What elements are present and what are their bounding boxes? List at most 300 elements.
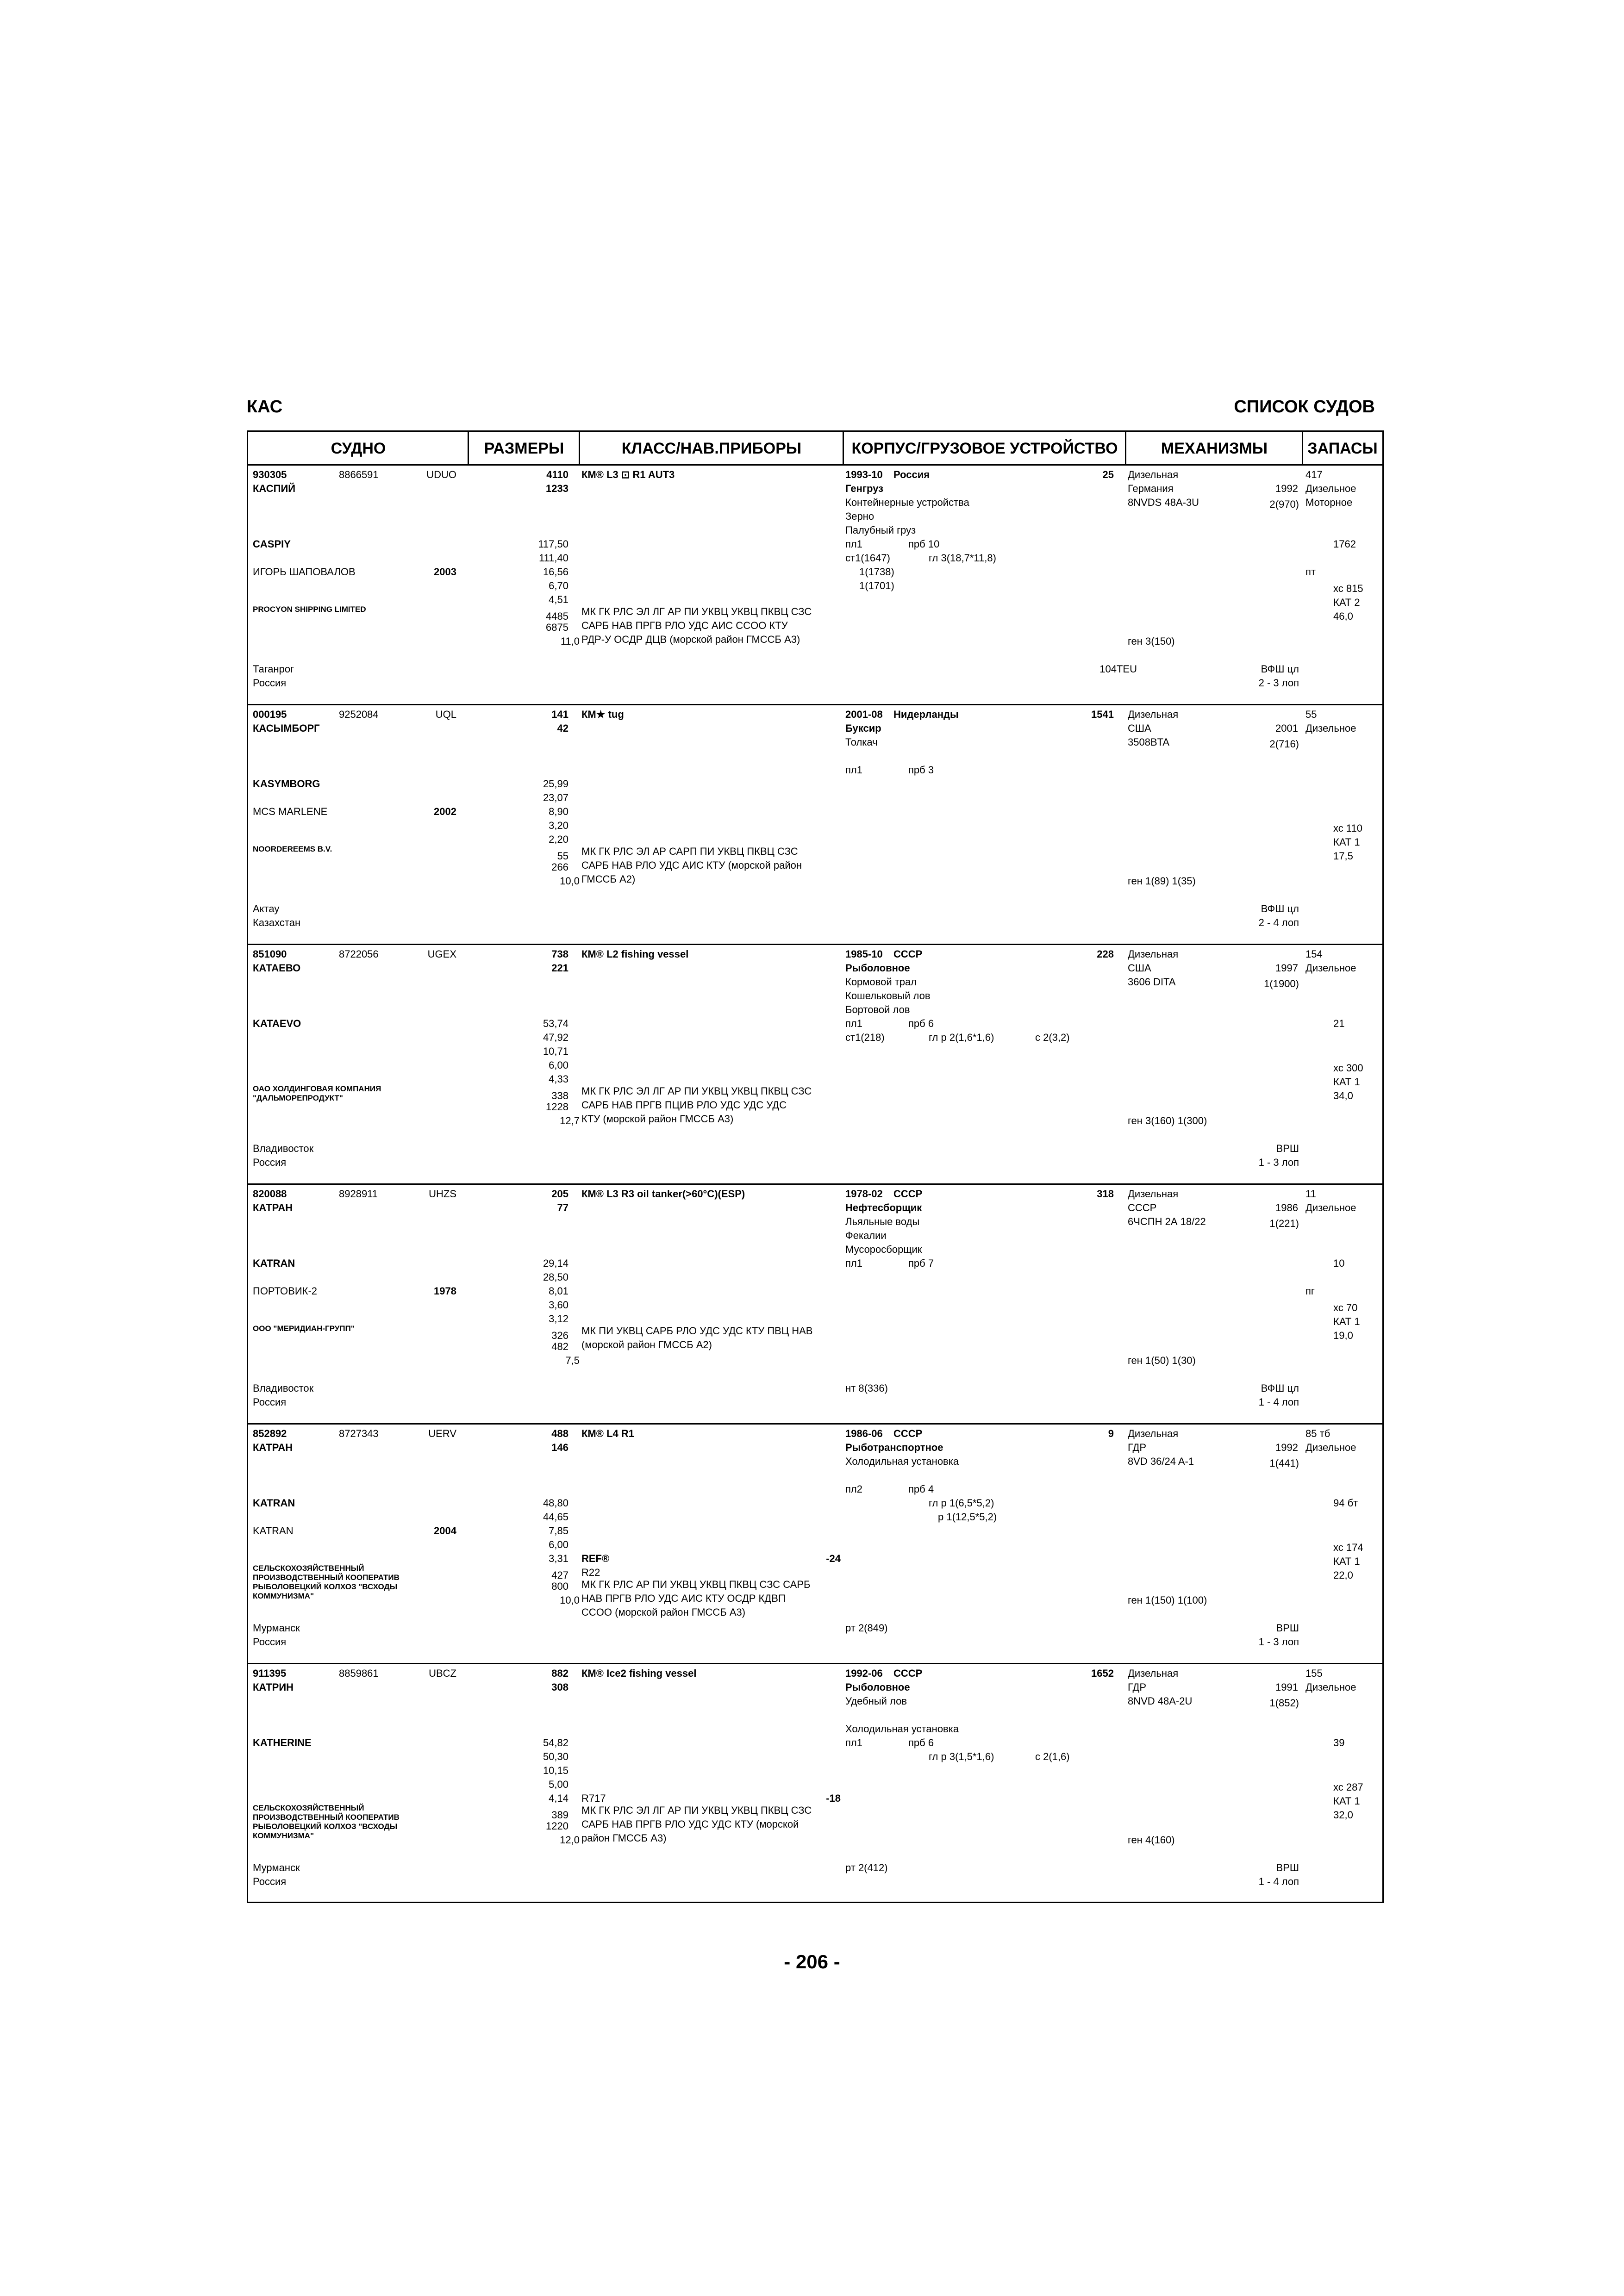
dimension-value: 23,07 — [543, 792, 568, 803]
dimension-value: 47,92 — [543, 1032, 568, 1043]
page-number: - 206 - — [784, 1951, 840, 1972]
nav-equipment: район ГМССБ А3) — [581, 1832, 667, 1844]
hull-feature: Холодильная установка — [845, 1723, 959, 1735]
supply-value: КАТ 1 — [1333, 1795, 1360, 1807]
owner: СЕЛЬСКОХОЗЯЙСТВЕННЫЙ ПРОИЗВОДСТВЕННЫЙ КООПЕРАТИВ РЫБОЛОВЕЦКИЙ КОЛХОЗ "ВСХОДЫ КОММУНИЗМА" — [253, 1564, 400, 1600]
propeller-type: ВФШ цл — [1261, 663, 1299, 675]
nav-equipment: (морской район ГМССБ А2) — [581, 1339, 712, 1350]
build-year: 1986-06 — [845, 1428, 883, 1439]
engine-info: 8NVD 48A-2U — [1128, 1695, 1193, 1707]
home-port: Актау — [253, 903, 280, 915]
engine-year: 1986 — [1275, 1202, 1298, 1213]
column-divider — [1302, 432, 1303, 465]
imo-number: 8866591 — [339, 469, 379, 480]
nav-equipment: САРБ НАВ ПРГВ РЛО УДС АИС СCОО КТУ — [581, 620, 788, 631]
cargo-device: прб 6 — [908, 1018, 934, 1029]
build-year: 1993-10 — [845, 469, 883, 480]
dimension-value: 50,30 — [543, 1751, 568, 1762]
engine-info: Дизельная — [1128, 1188, 1179, 1200]
dimension-value: 6,70 — [549, 580, 568, 591]
capacity-value: 7,5 — [565, 1355, 580, 1366]
supply-value: 417 — [1305, 469, 1323, 480]
supply-value: хс 110 — [1333, 822, 1362, 834]
capacity-value: 10,0 — [560, 875, 580, 887]
propeller-blades: 2 - 3 лоп — [1258, 677, 1299, 689]
class-notation: КМ® L4 R1 — [581, 1428, 634, 1439]
former-name: KATRAN — [253, 1525, 294, 1537]
ship-record — [248, 465, 1382, 705]
nav-equipment: МК ГК РЛС ЭЛ ЛГ АР ПИ УКВЦ УКВЦ ПКВЦ СЗС — [581, 1085, 812, 1097]
home-port: Мурманск — [253, 1622, 300, 1634]
col-sudno-header: СУДНО — [331, 439, 386, 457]
imo-number: 8859861 — [339, 1668, 379, 1679]
capacity-value: 10,0 — [560, 1594, 580, 1606]
ship-name-latin: KASYMBORG — [253, 778, 320, 790]
owner: ОАО ХОЛДИНГОВАЯ КОМПАНИЯ "ДАЛЬМОРЕПРОДУКТ" — [253, 1084, 381, 1102]
cargo-device: прб 3 — [908, 764, 934, 776]
hull-feature: Толкач — [845, 736, 878, 748]
hull-feature: Фекалии — [845, 1230, 887, 1241]
supply-value: КАТ 1 — [1333, 1316, 1360, 1327]
hold-capacity: рт 2(412) — [845, 1862, 888, 1873]
engine-info: Дизельная — [1128, 469, 1179, 480]
dimension-value: 10,71 — [543, 1045, 568, 1057]
build-year: 1985-10 — [845, 948, 883, 960]
ship-type: Нефтесборщик — [845, 1202, 922, 1213]
class-notation: КМ® Ice2 fishing vessel — [581, 1668, 697, 1679]
engine-info: Дизельная — [1128, 1428, 1179, 1439]
home-port: Таганрог — [253, 663, 294, 675]
engine-year: 1997 — [1275, 962, 1298, 974]
build-year: 1992-06 — [845, 1668, 883, 1679]
class-notation: КМ® L3 ⊡ R1 AUT3 — [581, 469, 675, 480]
supply-value: КАТ 1 — [1333, 1076, 1360, 1088]
owner: NOORDEREEMS B.V. — [253, 845, 332, 853]
ship-name: КАТРИН — [253, 1681, 294, 1693]
engine-info: 3606 DITA — [1128, 976, 1176, 988]
build-year: 2001-08 — [845, 709, 883, 720]
engine-info: ГДР — [1128, 1442, 1147, 1453]
supply-value: Моторное — [1305, 497, 1353, 508]
engine-info: Дизельная — [1128, 948, 1179, 960]
dimension-value: 8,01 — [549, 1285, 568, 1297]
dimension-value: 3,12 — [549, 1313, 568, 1325]
generators: ген 1(50) 1(30) — [1128, 1355, 1196, 1366]
supply-value: 17,5 — [1333, 850, 1353, 862]
header-left: КАС — [247, 397, 283, 417]
ship-name: КАТРАН — [253, 1442, 293, 1453]
supply-value: Дизельное — [1305, 962, 1356, 974]
tonnage-value: 488 — [551, 1428, 568, 1439]
supply-value: 1762 — [1333, 538, 1356, 550]
propeller-blades: 1 - 4 лоп — [1258, 1876, 1299, 1887]
imo-number: 8722056 — [339, 948, 379, 960]
cargo-device: р 1(12,5*5,2) — [938, 1511, 997, 1523]
dimension-value: 29,14 — [543, 1257, 568, 1269]
tonnage-value: 882 — [551, 1668, 568, 1679]
cargo-device: пл1 — [845, 1737, 862, 1748]
header-right: СПИСОК СУДОВ — [1234, 397, 1375, 417]
capacity-value: 800 — [551, 1580, 568, 1592]
capacity-value: 12,0 — [560, 1834, 580, 1846]
home-port: Мурманск — [253, 1862, 300, 1873]
column-divider — [579, 432, 580, 465]
cargo-device: гл р 1(6,5*5,2) — [929, 1497, 994, 1509]
hull-feature: Удебный лов — [845, 1695, 907, 1707]
hull-feature: Контейнерные устройства — [845, 497, 969, 508]
supply-value: 155 — [1305, 1668, 1323, 1679]
call-sign: UHZS — [429, 1188, 456, 1200]
imo-number: 9252084 — [339, 709, 379, 720]
ship-table — [247, 430, 1384, 1903]
supply-value: КАТ 1 — [1333, 836, 1360, 848]
capacity-value: 338 — [551, 1090, 568, 1101]
cargo-device: пл1 — [845, 764, 862, 776]
hull-number: 9 — [1108, 1428, 1114, 1439]
build-country: СССР — [893, 1428, 923, 1439]
hull-number: 1652 — [1091, 1668, 1114, 1679]
tonnage-value: 141 — [551, 709, 568, 720]
dimension-value: 8,90 — [549, 806, 568, 817]
engine-info: ГДР — [1128, 1681, 1147, 1693]
dimension-value: 117,50 — [538, 538, 568, 550]
supply-value: хс 174 — [1333, 1542, 1363, 1553]
nav-equipment: МК ПИ УКВЦ САРБ РЛО УДС УДС КТУ ПВЦ НАВ — [581, 1325, 813, 1337]
supply-value: 21 — [1333, 1018, 1345, 1029]
record-divider — [248, 1423, 1382, 1425]
engine-power: 1(1900) — [1264, 978, 1299, 989]
refrigeration-temp: -18 — [826, 1792, 841, 1804]
supply-value: 34,0 — [1333, 1090, 1353, 1101]
engine-power: 1(852) — [1269, 1697, 1299, 1709]
ship-name-latin: CASPIY — [253, 538, 291, 550]
class-extra: R717 — [581, 1792, 606, 1804]
owner: СЕЛЬСКОХОЗЯЙСТВЕННЫЙ ПРОИЗВОДСТВЕННЫЙ КООПЕРАТИВ РЫБОЛОВЕЦКИЙ КОЛХОЗ "ВСХОДЫ КОММУНИЗМА" — [253, 1804, 400, 1840]
hull-number: 228 — [1097, 948, 1114, 960]
ship-name-latin: KATRAN — [253, 1497, 295, 1509]
supply-value: 19,0 — [1333, 1330, 1353, 1341]
col-korpus-header: КОРПУС/ГРУЗОВОЕ УСТРОЙСТВО — [851, 439, 1118, 457]
nav-equipment: КТУ (морской район ГМССБ А3) — [581, 1113, 734, 1125]
generators: ген 3(160) 1(300) — [1128, 1115, 1207, 1126]
tonnage-value: 205 — [551, 1188, 568, 1200]
nav-equipment: СCОО (морской район ГМССБ А3) — [581, 1606, 746, 1618]
supply-value: 85 тб — [1305, 1428, 1330, 1439]
home-port: Владивосток — [253, 1382, 314, 1394]
build-year: 1978-02 — [845, 1188, 883, 1200]
nav-equipment: САРБ НАВ РЛО УДС АИС КТУ (морской район — [581, 859, 802, 871]
supply-value: хс 815 — [1333, 583, 1363, 594]
supply-value: 11 — [1305, 1188, 1316, 1200]
build-country: Нидерланды — [893, 709, 959, 720]
propeller-type: ВРШ — [1276, 1862, 1299, 1873]
tonnage-value: 146 — [551, 1442, 568, 1453]
cargo-device: 1(1738) — [859, 566, 894, 578]
engine-info: США — [1128, 962, 1151, 974]
hull-feature: Бортовой лов — [845, 1004, 910, 1015]
ship-record — [248, 705, 1382, 945]
dimension-value: 48,80 — [543, 1497, 568, 1509]
imo-number: 8727343 — [339, 1428, 379, 1439]
hold-capacity: рт 2(849) — [845, 1622, 888, 1634]
engine-power: 2(716) — [1269, 738, 1299, 750]
nav-equipment: МК ГК РЛС ЭЛ ЛГ АР ПИ УКВЦ УКВЦ ПКВЦ СЗС — [581, 1804, 812, 1816]
cargo-device: с 2(1,6) — [1035, 1751, 1070, 1762]
record-divider — [248, 704, 1382, 705]
dimension-value: 3,20 — [549, 820, 568, 831]
capacity-value: 389 — [551, 1809, 568, 1821]
class-extra: REF® — [581, 1553, 610, 1564]
reg-number: 852892 — [253, 1428, 287, 1439]
call-sign: UERV — [428, 1428, 456, 1439]
class-notation: КМ★ tug — [581, 709, 624, 720]
cargo-device: пл2 — [845, 1483, 862, 1495]
engine-year: 1991 — [1275, 1681, 1298, 1693]
engine-year: 1992 — [1275, 1442, 1298, 1453]
capacity-value: 1220 — [546, 1820, 568, 1832]
engine-power: 1(441) — [1269, 1457, 1299, 1469]
former-name: MCS MARLENE — [253, 806, 328, 817]
tonnage-value: 42 — [557, 722, 568, 734]
dimension-value: 53,74 — [543, 1018, 568, 1029]
tonnage-value: 4110 — [546, 469, 568, 480]
former-name-year: 2002 — [434, 806, 456, 817]
capacity-value: 12,7 — [560, 1115, 580, 1126]
engine-info: 3508BTA — [1128, 736, 1170, 748]
build-country: СССР — [893, 1668, 923, 1679]
engine-year: 2001 — [1275, 722, 1298, 734]
ship-record — [248, 945, 1382, 1184]
build-country: СССР — [893, 1188, 923, 1200]
former-name-year: 1978 — [434, 1285, 456, 1297]
capacity-value: 55 — [557, 850, 568, 862]
supply-value: Дизельное — [1305, 483, 1356, 494]
hull-feature: Зерно — [845, 510, 874, 522]
engine-info: Германия — [1128, 483, 1174, 494]
teu-capacity: 104TEU — [1099, 663, 1137, 675]
dimension-value: 10,15 — [543, 1765, 568, 1776]
cargo-device: пл1 — [845, 1018, 862, 1029]
engine-info: Дизельная — [1128, 709, 1179, 720]
capacity-value: 326 — [551, 1330, 568, 1341]
capacity-value: 6875 — [546, 622, 568, 633]
capacity-value: 427 — [551, 1569, 568, 1581]
ship-name: КАСЫМБОРГ — [253, 722, 320, 734]
class-notation: КМ® L2 fishing vessel — [581, 948, 689, 960]
dimension-value: 54,82 — [543, 1737, 568, 1748]
engine-year: 1992 — [1275, 483, 1298, 494]
home-port: Владивосток — [253, 1143, 314, 1154]
hull-number: 318 — [1097, 1188, 1114, 1200]
dimension-value: 28,50 — [543, 1271, 568, 1283]
engine-info: США — [1128, 722, 1151, 734]
cargo-device: 1(1701) — [859, 580, 894, 591]
call-sign: UDUO — [426, 469, 456, 480]
cargo-device: ст1(1647) — [845, 552, 890, 564]
flag-country: Россия — [253, 1157, 287, 1168]
hull-feature: Холодильная установка — [845, 1456, 959, 1467]
ship-type: Рыболовное — [845, 962, 910, 974]
cargo-device: гл р 2(1,6*1,6) — [929, 1032, 994, 1043]
engine-power: 2(970) — [1269, 498, 1299, 510]
tonnage-value: 308 — [551, 1681, 568, 1693]
supply-value: 55 — [1305, 709, 1317, 720]
dimension-value: 5,00 — [549, 1779, 568, 1790]
propeller-type: ВРШ — [1276, 1622, 1299, 1634]
engine-info: СССР — [1128, 1202, 1157, 1213]
generators: ген 1(150) 1(100) — [1128, 1594, 1207, 1606]
supply-value: хс 287 — [1333, 1781, 1363, 1793]
generators: ген 4(160) — [1128, 1834, 1175, 1846]
col-klass-header: КЛАСС/НАВ.ПРИБОРЫ — [621, 439, 802, 457]
cargo-device: прб 6 — [908, 1737, 934, 1748]
supply-value: 10 — [1333, 1257, 1345, 1269]
ship-type: Генгруз — [845, 483, 884, 494]
hull-number: 1541 — [1091, 709, 1114, 720]
engine-info: 6ЧСПН 2А 18/22 — [1128, 1216, 1206, 1227]
col-razmery-header: РАЗМЕРЫ — [484, 439, 564, 457]
supply-value: 94 бт — [1333, 1497, 1358, 1509]
supply-value: хс 70 — [1333, 1302, 1358, 1313]
capacity-value: 4485 — [546, 610, 568, 622]
reg-number: 000195 — [253, 709, 287, 720]
cargo-device: гл 3(18,7*11,8) — [929, 552, 996, 564]
cargo-device: пл1 — [845, 1257, 862, 1269]
dimension-value: 4,33 — [549, 1073, 568, 1085]
nav-equipment: САРБ НАВ ПРГВ РЛО УДС УДС КТУ (морской — [581, 1818, 799, 1830]
cargo-device: прб 4 — [908, 1483, 934, 1495]
dimension-value: 25,99 — [543, 778, 568, 790]
dimension-value: 3,60 — [549, 1299, 568, 1311]
build-country: Россия — [893, 469, 930, 480]
hull-feature: Льяльные воды — [845, 1216, 920, 1227]
dimension-value: 44,65 — [543, 1511, 568, 1523]
supply-value: Дизельное — [1305, 722, 1356, 734]
column-divider — [1125, 432, 1126, 465]
flag-country: Россия — [253, 677, 287, 689]
nav-equipment: МК ГК РЛС АР ПИ УКВЦ УКВЦ ПКВЦ СЗС САРБ — [581, 1579, 811, 1590]
hull-feature: Палубный груз — [845, 524, 916, 536]
col-zapasy-header: ЗАПАСЫ — [1307, 439, 1378, 457]
dimension-value: 16,56 — [543, 566, 568, 578]
dimension-value: 4,51 — [549, 594, 568, 605]
supply-value: КАТ 2 — [1333, 597, 1360, 608]
ship-type: Рыболовное — [845, 1681, 910, 1693]
former-name-year: 2003 — [434, 566, 456, 578]
propeller-type: ВРШ — [1276, 1143, 1299, 1154]
former-name: ИГОРЬ ШАПОВАЛОВ — [253, 566, 356, 578]
ship-type: Рыботранспортное — [845, 1442, 943, 1453]
supply-value: хс 300 — [1333, 1062, 1363, 1074]
column-divider — [468, 432, 469, 465]
nav-equipment: РДР-У ОСДР ДЦВ (морской район ГМССБ А3) — [581, 634, 800, 645]
cargo-device: гл р 3(1,5*1,6) — [929, 1751, 994, 1762]
hold-capacity: нт 8(336) — [845, 1382, 888, 1394]
dimension-value: 7,85 — [549, 1525, 568, 1537]
flag-country: Россия — [253, 1636, 287, 1648]
class-extra: R22 — [581, 1567, 600, 1578]
cargo-device: прб 7 — [908, 1257, 934, 1269]
record-divider — [248, 1183, 1382, 1185]
tonnage-value: 77 — [557, 1202, 568, 1213]
former-name-year: 2004 — [434, 1525, 456, 1537]
ship-name: КАСПИЙ — [253, 483, 296, 494]
capacity-value: 266 — [551, 861, 568, 873]
supply-value: 22,0 — [1333, 1569, 1353, 1581]
cargo-device: ст1(218) — [845, 1032, 885, 1043]
supply-value: 46,0 — [1333, 610, 1353, 622]
dimension-value: 6,00 — [549, 1539, 568, 1550]
dimension-value: 2,20 — [549, 834, 568, 845]
capacity-value: 482 — [551, 1341, 568, 1352]
dimension-value: 6,00 — [549, 1059, 568, 1071]
supply-value: пг — [1305, 1285, 1315, 1297]
supply-value: Дизельное — [1305, 1442, 1356, 1453]
dimension-value: 4,14 — [549, 1792, 568, 1804]
engine-info: 8VD 36/24 A-1 — [1128, 1456, 1194, 1467]
ship-name-latin: KATAEVO — [253, 1018, 301, 1029]
hull-number: 25 — [1102, 469, 1114, 480]
propeller-type: ВФШ цл — [1261, 903, 1299, 915]
ship-record — [248, 1664, 1382, 1904]
ship-name-latin: KATHERINE — [253, 1737, 312, 1748]
propeller-type: ВФШ цл — [1261, 1382, 1299, 1394]
propeller-blades: 1 - 3 лоп — [1258, 1157, 1299, 1168]
propeller-blades: 1 - 4 лоп — [1258, 1396, 1299, 1408]
nav-equipment: ГМССБ А2) — [581, 873, 636, 885]
engine-info: 8NVDS 48A-3U — [1128, 497, 1199, 508]
supply-value: 39 — [1333, 1737, 1345, 1748]
nav-equipment: НАВ ПРГВ РЛО УДС АИС КТУ ОСДР КДВП — [581, 1593, 786, 1604]
flag-country: Казахстан — [253, 917, 301, 928]
hull-feature: Мусоросборщик — [845, 1244, 922, 1255]
tonnage-value: 1233 — [546, 483, 568, 494]
call-sign: UBCZ — [429, 1668, 456, 1679]
cargo-device: прб 10 — [908, 538, 940, 550]
reg-number: 851090 — [253, 948, 287, 960]
cargo-device: с 2(3,2) — [1035, 1032, 1070, 1043]
hull-feature: Кошельковый лов — [845, 990, 931, 1002]
nav-equipment: МК ГК РЛС ЭЛ АР САРП ПИ УКВЦ ПКВЦ СЗС — [581, 846, 798, 857]
call-sign: UQL — [435, 709, 456, 720]
former-name: ПОРТОВИК-2 — [253, 1285, 318, 1297]
owner: PROCYON SHIPPING LIMITED — [253, 605, 366, 614]
nav-equipment: МК ГК РЛС ЭЛ ЛГ АР ПИ УКВЦ УКВЦ ПКВЦ СЗС — [581, 606, 812, 617]
nav-equipment: САРБ НАВ ПРГВ ПЦИВ РЛО УДС УДС УДС — [581, 1099, 787, 1111]
cargo-device: пл1 — [845, 538, 862, 550]
capacity-value: 11,0 — [560, 635, 580, 647]
column-divider — [843, 432, 844, 465]
col-mehanizmy-header: МЕХАНИЗМЫ — [1161, 439, 1268, 457]
generators: ген 3(150) — [1128, 635, 1175, 647]
flag-country: Россия — [253, 1396, 287, 1408]
engine-power: 1(221) — [1269, 1218, 1299, 1229]
ship-record — [248, 1184, 1382, 1424]
dimension-value: 3,31 — [549, 1553, 568, 1564]
reg-number: 911395 — [253, 1668, 287, 1679]
generators: ген 1(89) 1(35) — [1128, 875, 1196, 887]
record-divider — [248, 1663, 1382, 1664]
supply-value: пт — [1305, 566, 1316, 578]
reg-number: 820088 — [253, 1188, 287, 1200]
record-divider — [248, 944, 1382, 945]
reg-number: 930305 — [253, 469, 287, 480]
imo-number: 8928911 — [339, 1188, 378, 1200]
propeller-blades: 2 - 4 лоп — [1258, 917, 1299, 928]
ship-type: Буксир — [845, 722, 881, 734]
ship-name-latin: KATRAN — [253, 1257, 295, 1269]
flag-country: Россия — [253, 1876, 287, 1887]
